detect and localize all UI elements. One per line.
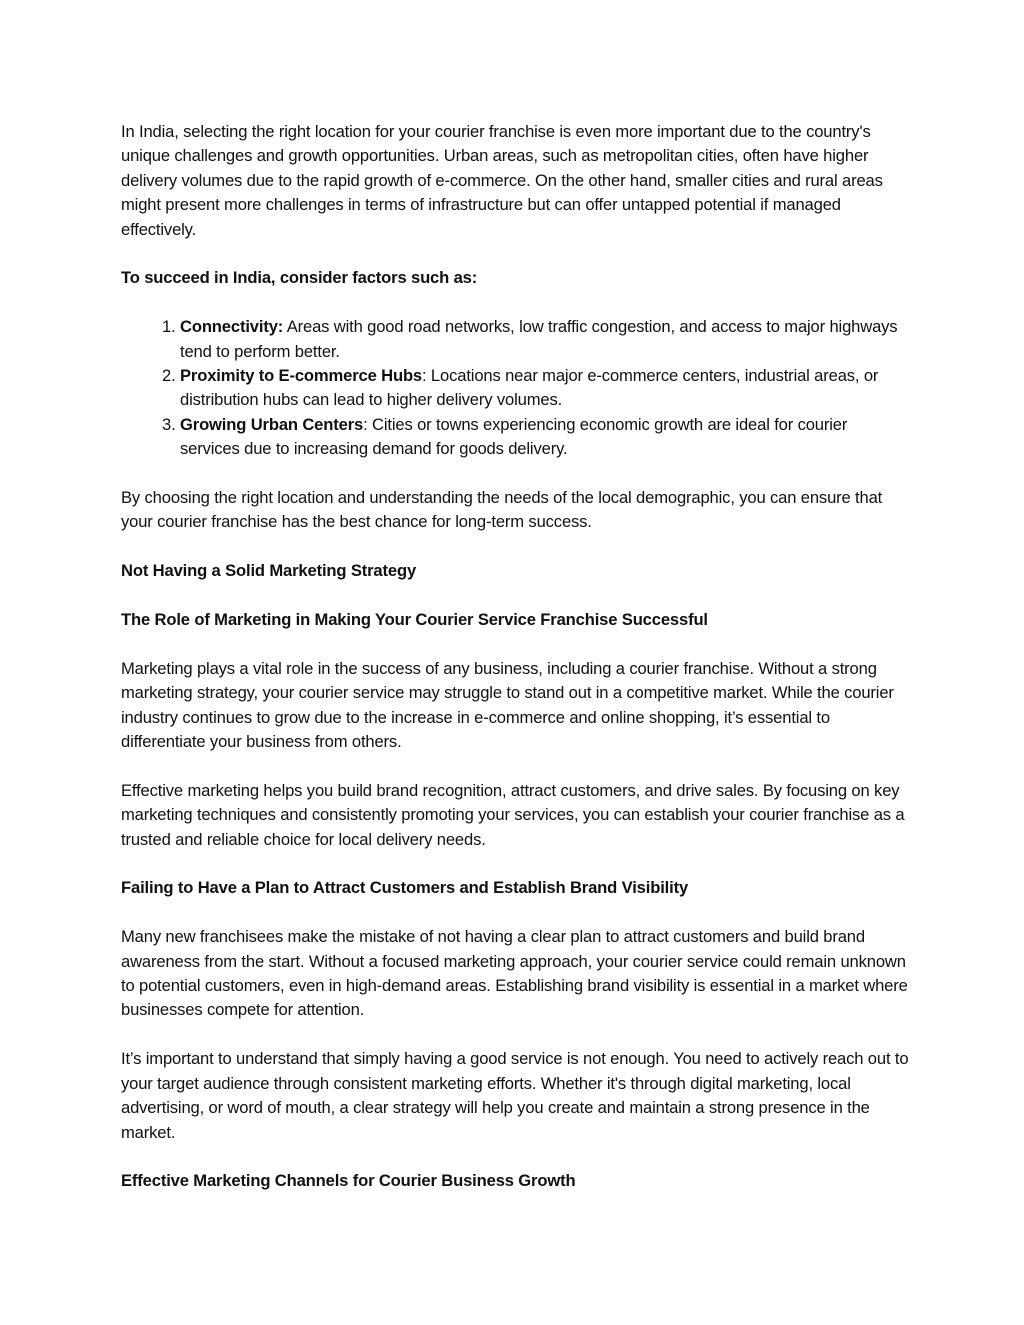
factor-term: Connectivity: bbox=[180, 317, 284, 337]
failing-plan-heading: Failing to Have a Plan to Attract Customers and Establish Brand Visibility bbox=[121, 878, 689, 898]
intro-paragraph: In India, selecting the right location for your courier franchise is even more important due to the country's unique challenges and growth opportunities. Urban areas, such as metropolitan cities, often have higher delivery volumes due to the rapid growth of e-commerce. On the other hand, smaller cities and rural areas might present more challenges in terms of infrastructure but can offer untapped potential if managed effectively. bbox=[121, 122, 883, 239]
list-item bbox=[180, 413, 911, 462]
effective-marketing-paragraph: Effective marketing helps you build brand recognition, attract customers, and drive sales. By focusing on key marketing techniques and consistently promoting your services, you can establish your courier franchise as a trusted and reliable choice for local delivery needs. bbox=[121, 780, 905, 849]
many-franchisees-paragraph: Many new franchisees make the mistake of not having a clear plan to attract customers and build brand awareness from the start. Without a focused marketing approach, your courier service could remain unknown to potential customers, even in high-demand areas. Establishing brand visibility is essential in a market where businesses compete for attention. bbox=[121, 927, 908, 1020]
factor-term: Growing Urban Centers bbox=[180, 414, 364, 434]
list-item bbox=[180, 364, 911, 413]
marketing-vital-paragraph: Marketing plays a vital role in the success of any business, including a courier franchise. Without a strong marketing strategy, your courier service may struggle to stand out in a competitive market. While the courier industry continues to grow due to the increase in e-commerce and online shopping, it’s essential to differentiate your business from others. bbox=[121, 658, 894, 752]
factor-text: Areas with good road networks, low traffic congestion, and access to major highways tend to perform better. bbox=[180, 317, 898, 361]
list-item bbox=[180, 315, 911, 364]
role-marketing-heading: The Role of Marketing in Making Your Courier Service Franchise Successful bbox=[121, 610, 708, 630]
succeed-heading: To succeed in India, consider factors such as: bbox=[121, 268, 478, 288]
marketing-strategy-heading: Not Having a Solid Marketing Strategy bbox=[121, 561, 417, 581]
location-conclusion-paragraph: By choosing the right location and understanding the needs of the local demographic, you can ensure that your courier franchise has the best chance for long-term success. bbox=[121, 488, 883, 532]
factor-term: Proximity to E-commerce Hubs bbox=[180, 366, 423, 386]
important-understand-paragraph: It’s important to understand that simply having a good service is not enough. You need to actively reach out to your target audience through consistent marketing efforts. Whether it's through digital marketing, local advertising, or word of mouth, a clear strategy will help you create and maintain a strong presence in the market. bbox=[121, 1049, 909, 1142]
document-page bbox=[121, 120, 911, 1218]
marketing-channels-heading: Effective Marketing Channels for Courier Business Growth bbox=[121, 1171, 576, 1191]
factors-list bbox=[121, 315, 911, 461]
factor-text: : Cities or towns experiencing economic growth are ideal for courier services due to increasing demand for goods delivery. bbox=[180, 414, 848, 459]
factor-text: : Locations near major e-commerce centers, industrial areas, or distribution hubs can lead to higher delivery volumes. bbox=[180, 366, 879, 410]
